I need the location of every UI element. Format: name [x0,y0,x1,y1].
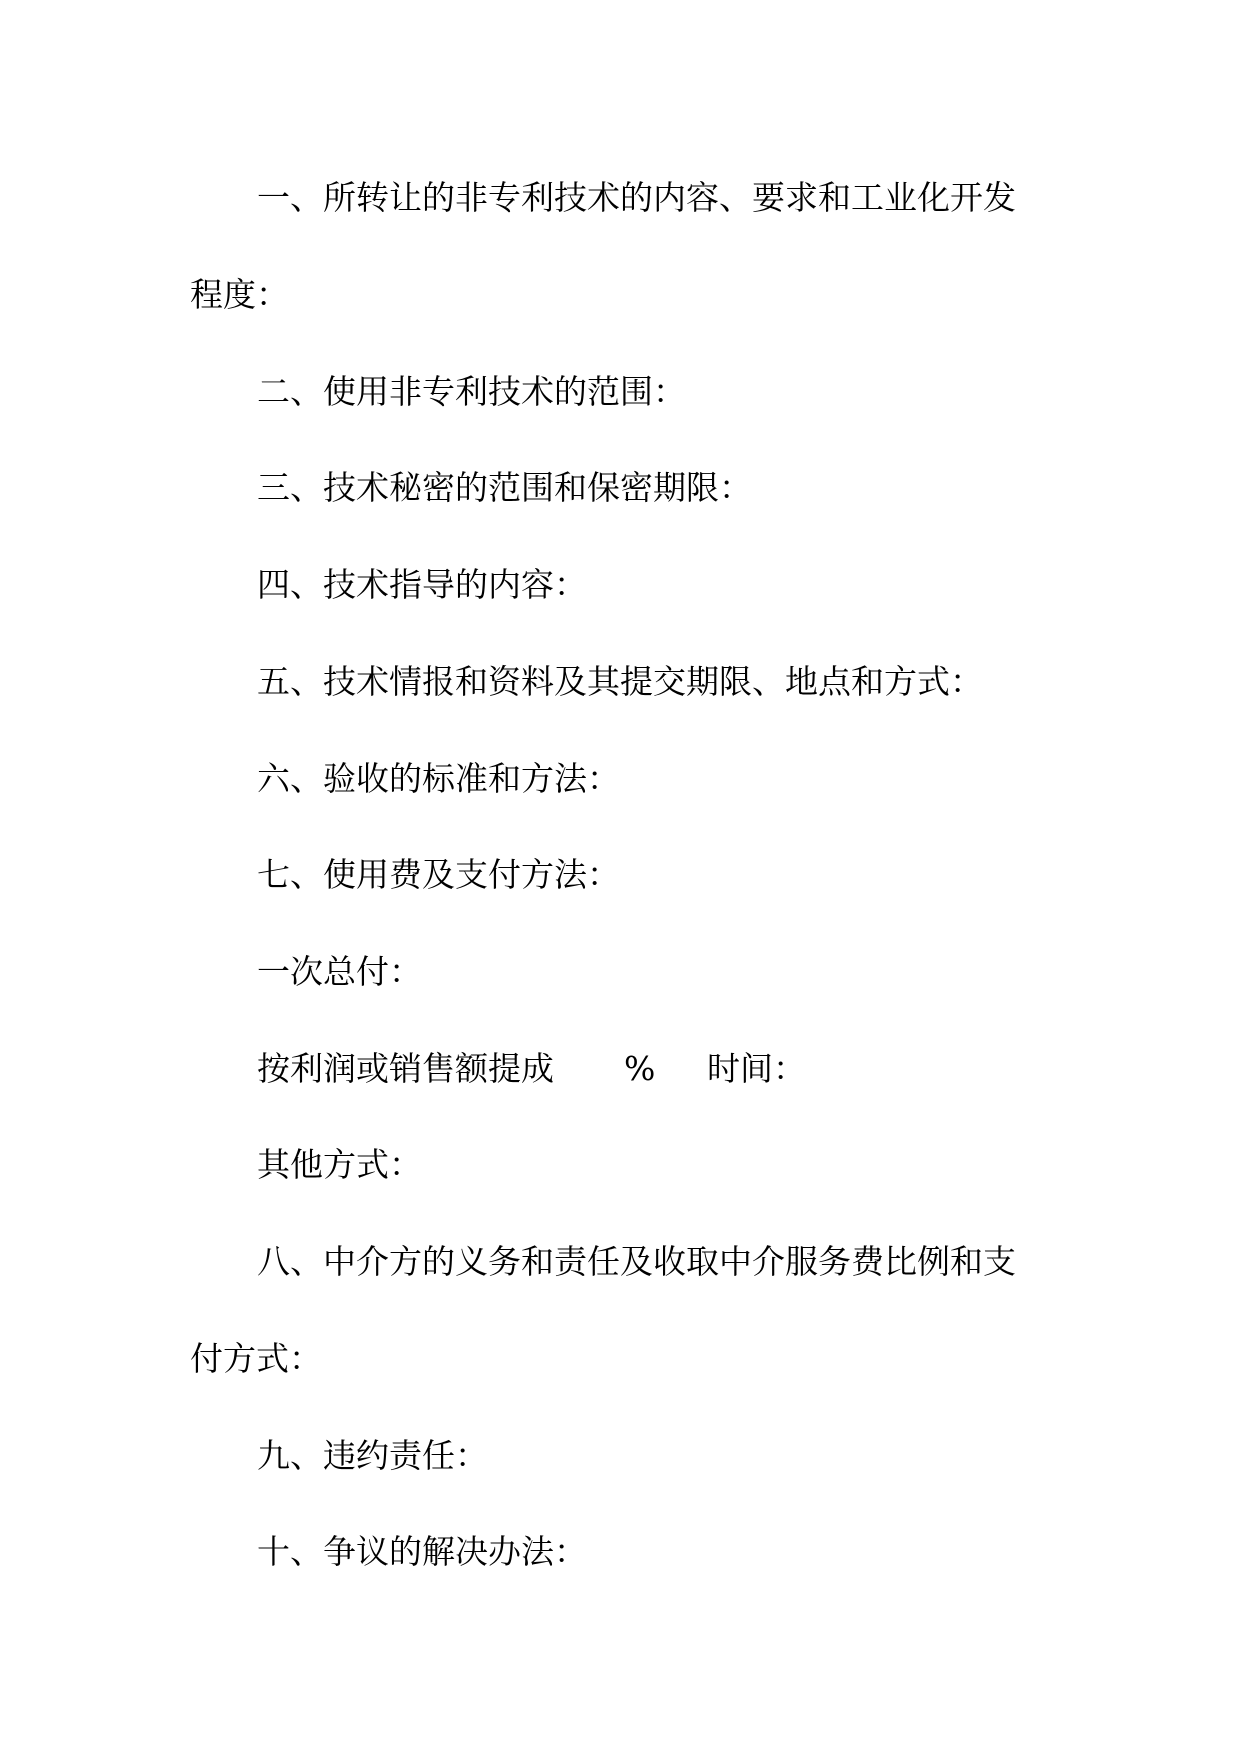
clause-7-text: 七、使用费及支付方法： [257,855,620,894]
clause-1-text: 一、所转让的非专利技术的内容、要求和工业化开发 [257,178,1016,217]
clause-4 [0,555,1241,615]
clause-3 [0,458,1241,518]
clause-6-text: 六、验收的标准和方法： [257,759,620,798]
payment-royalty-time: 时间： [707,1049,806,1088]
payment-royalty-label: 按利润或销售额提成 [257,1049,554,1088]
clause-8-line-2 [0,1329,1241,1389]
clause-8-line-1 [0,1232,1241,1292]
payment-royalty [0,1039,1241,1099]
clause-9-text: 九、违约责任： [257,1436,488,1475]
clause-3-text: 三、技术秘密的范围和保密期限： [257,468,752,507]
payment-lump-sum [0,942,1241,1002]
payment-other-text: 其他方式： [257,1145,422,1184]
clause-10 [0,1522,1241,1582]
payment-other [0,1135,1241,1195]
clause-5-text: 五、技术情报和资料及其提交期限、地点和方式： [257,662,983,701]
payment-lump-sum-text: 一次总付： [257,952,422,991]
clause-2 [0,362,1241,422]
clause-1-line-1 [0,168,1241,228]
clause-8-continuation: 付方式： [190,1339,322,1378]
clause-4-text: 四、技术指导的内容： [257,565,587,604]
clause-2-text: 二、使用非专利技术的范围： [257,372,686,411]
clause-7 [0,845,1241,905]
clause-6 [0,749,1241,809]
clause-10-text: 十、争议的解决办法： [257,1532,587,1571]
clause-1-continuation: 程度： [190,275,289,314]
clause-1-line-2 [0,265,1241,325]
payment-royalty-percent: % [624,1049,656,1088]
clause-8-text: 八、中介方的义务和责任及收取中介服务费比例和支 [257,1242,1016,1281]
clause-9 [0,1426,1241,1486]
clause-5 [0,652,1241,712]
